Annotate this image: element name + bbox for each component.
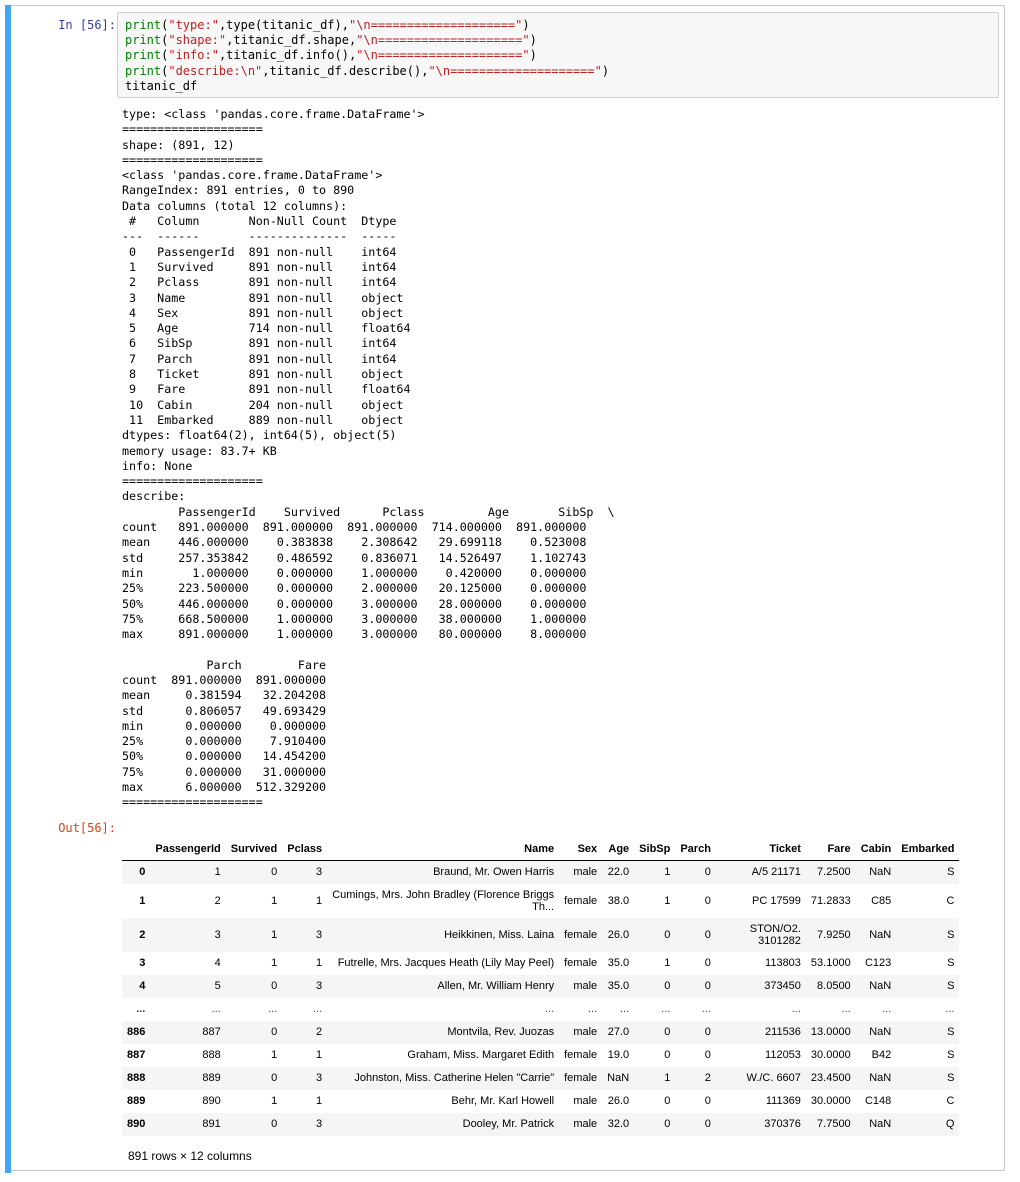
code-string: "\n====================" bbox=[356, 48, 530, 63]
stdout-line: describe: bbox=[122, 489, 186, 504]
code-token: ,titanic_df.describe(), bbox=[262, 63, 429, 78]
table-cell: 1 bbox=[271, 894, 278, 907]
table-cell: 211536 bbox=[765, 1026, 801, 1038]
table-cell: C85 bbox=[871, 894, 892, 907]
table-cell: 0 bbox=[664, 928, 671, 941]
row-index: 889 bbox=[127, 1095, 146, 1107]
table-cell: ... bbox=[945, 1003, 955, 1015]
table-cell: S bbox=[947, 957, 955, 969]
row-index: 890 bbox=[127, 1118, 146, 1130]
column-header: Survived bbox=[226, 838, 282, 861]
code-line bbox=[125, 79, 197, 93]
table-cell: male bbox=[573, 980, 598, 992]
code-token: ( bbox=[161, 48, 169, 63]
table-cell: 1 bbox=[664, 894, 671, 907]
table-cell: 0 bbox=[664, 1026, 671, 1038]
table-row bbox=[122, 975, 959, 998]
table-cell: 0 bbox=[271, 1026, 278, 1038]
table-cell: A/5 21171 bbox=[751, 866, 801, 879]
table-cell: 370376 bbox=[764, 1118, 801, 1130]
stdout-line: 3 Name 891 non-null object bbox=[122, 290, 411, 305]
table-cell: 7.7500 bbox=[817, 1118, 851, 1130]
stdout-line: 9 Fare 891 non-null float64 bbox=[122, 382, 411, 397]
row-index: 3 bbox=[139, 957, 146, 969]
stdout-line: mean 446.000000 0.383838 2.308642 29.699118 0.523008 bbox=[122, 535, 608, 550]
table-cell: 0 bbox=[704, 1095, 711, 1107]
code-token: ( bbox=[161, 63, 169, 78]
table-cell: B42 bbox=[871, 1049, 892, 1061]
table-cell: 35.0 bbox=[607, 980, 630, 992]
column-header: Age bbox=[602, 838, 634, 861]
code-token: ) bbox=[601, 63, 610, 78]
stdout-line: 7 Parch 891 non-null int64 bbox=[122, 351, 411, 366]
code-token: ( bbox=[161, 18, 169, 32]
stdout-line: Parch Fare bbox=[122, 657, 341, 672]
table-row bbox=[122, 1044, 959, 1067]
stdout-line: shape: (891, 12) bbox=[122, 137, 235, 152]
row-index: 0 bbox=[139, 866, 146, 879]
table-row bbox=[122, 1113, 959, 1136]
table-row bbox=[122, 1090, 959, 1113]
stdout-line: mean 0.381594 32.204208 bbox=[122, 688, 341, 703]
stdout-line: RangeIndex: 891 entries, 0 to 890 bbox=[122, 183, 355, 198]
table-cell: 22.0 bbox=[607, 866, 630, 879]
row-index: 4 bbox=[139, 980, 146, 992]
table-cell: 0 bbox=[704, 894, 711, 907]
table-cell: ... bbox=[882, 1003, 892, 1015]
stdout-line: 1 Survived 891 non-null int64 bbox=[122, 259, 411, 274]
table-cell: 3 bbox=[214, 928, 221, 941]
table-cell: 30.0000 bbox=[810, 1049, 851, 1061]
stdout-line: dtypes: float64(2), int64(5), object(5) bbox=[122, 428, 397, 443]
table-cell: NaN bbox=[607, 1072, 630, 1084]
table-cell: 1 bbox=[271, 1095, 278, 1107]
stdout-line: 11 Embarked 889 non-null object bbox=[122, 412, 411, 427]
table-cell: 1 bbox=[271, 957, 278, 969]
stdout-line: 50% 446.000000 0.000000 3.000000 28.000000 0.000000 bbox=[122, 596, 608, 611]
table-cell: 3 bbox=[316, 1072, 323, 1084]
input-prompt: In [56]: bbox=[58, 18, 116, 32]
table-cell: NaN bbox=[869, 1072, 892, 1084]
stdout-line: <class 'pandas.core.frame.DataFrame'> bbox=[122, 168, 383, 183]
stdout-line: std 0.806057 49.693429 bbox=[122, 703, 341, 718]
code-token: titanic_df bbox=[125, 78, 198, 93]
table-cell: 7.2500 bbox=[817, 866, 851, 879]
table-cell: 35.0 bbox=[607, 957, 630, 969]
row-index: 887 bbox=[127, 1049, 146, 1061]
stdout-line: min 1.000000 0.000000 1.000000 0.420000 0.000000 bbox=[122, 565, 608, 580]
table-cell: 0 bbox=[271, 980, 278, 992]
table-row bbox=[122, 884, 959, 918]
table-cell: male bbox=[573, 866, 598, 879]
stdout-line: ==================== bbox=[122, 795, 263, 810]
code-token: ,titanic_df.info(), bbox=[218, 48, 357, 63]
table-row bbox=[122, 861, 959, 884]
table-cell: 1 bbox=[316, 894, 323, 907]
table-cell: C bbox=[946, 1095, 955, 1107]
code-token: ) bbox=[522, 18, 530, 32]
table-cell: S bbox=[947, 928, 955, 941]
table-cell: 0 bbox=[704, 1049, 711, 1061]
table-cell: ... bbox=[312, 1003, 323, 1015]
stdout-line: 6 SibSp 891 non-null int64 bbox=[122, 336, 411, 351]
table-cell: 8.0500 bbox=[817, 980, 851, 992]
table-cell: ... bbox=[544, 1003, 555, 1015]
row-index: ... bbox=[136, 1003, 146, 1015]
table-cell: ... bbox=[587, 1003, 598, 1015]
table-cell: 0 bbox=[271, 866, 278, 879]
row-index: 1 bbox=[139, 894, 146, 907]
table-cell: 0 bbox=[664, 1049, 671, 1061]
table-cell: 888 bbox=[202, 1049, 221, 1061]
stdout-line: count 891.000000 891.000000 891.000000 714.000000 891.000000 bbox=[122, 520, 608, 535]
table-cell: 0 bbox=[704, 866, 711, 879]
table-cell: ... bbox=[661, 1003, 671, 1015]
table-cell: 373450 bbox=[764, 980, 801, 992]
stdout-line: ==================== bbox=[122, 474, 263, 489]
table-cell: Graham, Miss. Margaret Edith bbox=[407, 1049, 555, 1061]
stdout-line: 4 Sex 891 non-null object bbox=[122, 305, 411, 320]
table-cell: C bbox=[946, 894, 955, 907]
code-token: ,titanic_df.shape, bbox=[226, 33, 357, 48]
table-cell: 0 bbox=[664, 1118, 671, 1130]
stdout-line: # Column Non-Null Count Dtype bbox=[122, 214, 411, 229]
code-string: "info:" bbox=[168, 48, 219, 63]
code-token: ) bbox=[529, 48, 537, 63]
table-cell: C148 bbox=[864, 1095, 892, 1107]
table-cell: ... bbox=[841, 1003, 851, 1015]
code-string: "\n====================" bbox=[348, 18, 523, 32]
stdout-line: std 257.353842 0.486592 0.836071 14.526497 1.102743 bbox=[122, 550, 608, 565]
table-cell: 890 bbox=[202, 1095, 221, 1107]
table-cell: 7.9250 bbox=[817, 928, 851, 941]
table-cell: 26.0 bbox=[607, 1095, 630, 1107]
table-cell: Cumings, Mrs. John Bradley (Florence Briggs Th... bbox=[332, 888, 555, 913]
code-line bbox=[125, 48, 537, 62]
table-cell: 71.2833 bbox=[810, 894, 851, 907]
column-header: Pclass bbox=[282, 838, 327, 861]
table-cell: S bbox=[947, 1049, 955, 1061]
table-cell: NaN bbox=[869, 1026, 892, 1038]
table-cell: Montvila, Rev. Juozas bbox=[447, 1026, 555, 1038]
stdout-line: count 891.000000 891.000000 bbox=[122, 672, 341, 687]
code-token: ,type(titanic_df), bbox=[218, 18, 349, 32]
table-cell: 1 bbox=[664, 866, 671, 879]
table-cell: 30.0000 bbox=[810, 1095, 851, 1107]
column-header: Parch bbox=[675, 838, 716, 861]
column-header bbox=[122, 838, 150, 861]
stdout-line: 75% 668.500000 1.000000 3.000000 38.000000 1.000000 bbox=[122, 611, 608, 626]
table-cell: S bbox=[947, 1026, 955, 1038]
table-cell: 1 bbox=[214, 866, 221, 879]
column-header: Cabin bbox=[856, 838, 897, 861]
stdout-line: PassengerId Survived Pclass Age SibSp \ bbox=[122, 504, 615, 519]
code-line bbox=[125, 18, 530, 32]
table-cell: 1 bbox=[664, 1072, 671, 1084]
dataframe-dimensions: 891 rows × 12 columns bbox=[128, 1149, 252, 1163]
row-index: 2 bbox=[139, 928, 146, 941]
table-cell: Heikkinen, Miss. Laina bbox=[444, 928, 555, 941]
table-cell: Johnston, Miss. Catherine Helen "Carrie" bbox=[354, 1072, 555, 1084]
code-string: "shape:" bbox=[168, 33, 227, 48]
code-string: "\n====================" bbox=[428, 63, 602, 78]
table-cell: 38.0 bbox=[607, 894, 630, 907]
table-cell: 3 bbox=[316, 928, 323, 941]
stdout-line: 50% 0.000000 14.454200 bbox=[122, 749, 341, 764]
stdout-line: ==================== bbox=[122, 122, 263, 137]
code-token: ) bbox=[529, 33, 537, 48]
stdout-line: 10 Cabin 204 non-null object bbox=[122, 397, 411, 412]
stdout-line: memory usage: 83.7+ KB bbox=[122, 443, 277, 458]
table-cell: NaN bbox=[869, 1118, 892, 1130]
table-cell: 3 bbox=[316, 980, 323, 992]
table-cell: Q bbox=[945, 1118, 955, 1130]
table-cell: 0 bbox=[704, 980, 711, 992]
table-cell: NaN bbox=[869, 980, 892, 992]
table-cell: female bbox=[564, 1072, 598, 1084]
table-cell: C123 bbox=[864, 957, 892, 969]
cell-selection-bar bbox=[5, 5, 11, 1173]
code-text[interactable] bbox=[125, 18, 609, 94]
table-cell: male bbox=[573, 1095, 598, 1107]
table-cell: 887 bbox=[202, 1026, 221, 1038]
table-row bbox=[122, 952, 959, 975]
table-cell: 26.0 bbox=[607, 928, 630, 941]
code-string: "\n====================" bbox=[356, 33, 530, 48]
code-editor[interactable] bbox=[117, 12, 999, 98]
table-cell: 1 bbox=[271, 1049, 278, 1061]
table-cell: 0 bbox=[271, 1118, 278, 1130]
column-header: PassengerId bbox=[150, 838, 225, 861]
table-cell: 111369 bbox=[765, 1095, 801, 1107]
table-cell: ... bbox=[791, 1003, 801, 1015]
table-cell: NaN bbox=[869, 928, 892, 941]
table-cell: 2 bbox=[704, 1072, 711, 1084]
stdout-line: 2 Pclass 891 non-null int64 bbox=[122, 275, 411, 290]
table-cell: W./C. 6607 bbox=[746, 1072, 801, 1084]
table-cell: NaN bbox=[869, 866, 892, 879]
table-row bbox=[122, 918, 959, 952]
table-cell: 53.1000 bbox=[810, 957, 851, 969]
table-cell: 0 bbox=[704, 957, 711, 969]
stdout-output bbox=[122, 107, 615, 811]
column-header: SibSp bbox=[634, 838, 675, 861]
table-cell: female bbox=[564, 1049, 598, 1061]
column-header: Fare bbox=[806, 838, 856, 861]
table-cell: Allen, Mr. William Henry bbox=[437, 980, 555, 992]
code-string: "describe:\n" bbox=[168, 63, 263, 78]
code-builtin: print bbox=[125, 33, 162, 48]
table-cell: 0 bbox=[664, 1095, 671, 1107]
table-cell: 1 bbox=[271, 928, 278, 941]
table-cell: 19.0 bbox=[607, 1049, 630, 1061]
dataframe-table bbox=[122, 838, 959, 1136]
stdout-line: 25% 223.500000 0.000000 2.000000 20.125000 0.000000 bbox=[122, 581, 608, 596]
code-line bbox=[125, 33, 537, 47]
table-cell: Braund, Mr. Owen Harris bbox=[433, 866, 555, 879]
table-cell: 3 bbox=[316, 1118, 323, 1130]
stdout-line: Data columns (total 12 columns): bbox=[122, 198, 348, 213]
stdout-line: 25% 0.000000 7.910400 bbox=[122, 734, 341, 749]
column-header: Ticket bbox=[716, 838, 806, 861]
table-cell: STON/O2. 3101282 bbox=[749, 922, 801, 947]
stdout-line: 0 PassengerId 891 non-null int64 bbox=[122, 244, 411, 259]
table-cell: 889 bbox=[202, 1072, 221, 1084]
stdout-line: ==================== bbox=[122, 152, 263, 167]
table-cell: female bbox=[564, 957, 598, 969]
table-cell: 0 bbox=[704, 1026, 711, 1038]
column-header: Embarked bbox=[896, 838, 959, 861]
table-cell: 2 bbox=[316, 1026, 323, 1038]
table-cell: PC 17599 bbox=[751, 894, 801, 907]
table-cell: 0 bbox=[704, 1118, 711, 1130]
table-cell: S bbox=[947, 1072, 955, 1084]
stdout-line: min 0.000000 0.000000 bbox=[122, 718, 341, 733]
table-cell: 27.0 bbox=[607, 1026, 630, 1038]
table-cell: ... bbox=[701, 1003, 711, 1015]
code-token: ( bbox=[161, 33, 169, 48]
table-cell: male bbox=[573, 1118, 598, 1130]
dataframe-output bbox=[122, 838, 959, 1136]
table-cell: 1 bbox=[316, 957, 323, 969]
stdout-line: --- ------ -------------- ----- bbox=[122, 229, 411, 244]
table-cell: female bbox=[564, 928, 598, 941]
notebook-cell[interactable] bbox=[5, 5, 1005, 1171]
row-index: 888 bbox=[127, 1072, 146, 1084]
table-cell: 0 bbox=[271, 1072, 278, 1084]
table-cell: ... bbox=[268, 1003, 278, 1015]
table-cell: 3 bbox=[316, 866, 323, 879]
table-cell: Futrelle, Mrs. Jacques Heath (Lily May Peel) bbox=[337, 957, 555, 969]
stdout-line: 5 Age 714 non-null float64 bbox=[122, 321, 411, 336]
table-cell: 113803 bbox=[765, 957, 801, 969]
code-line bbox=[125, 64, 609, 78]
table-cell: S bbox=[947, 866, 955, 879]
table-row bbox=[122, 998, 959, 1021]
code-string: "type:" bbox=[168, 18, 219, 32]
stdout-line: 75% 0.000000 31.000000 bbox=[122, 764, 341, 779]
table-cell: 32.0 bbox=[607, 1118, 630, 1130]
table-cell: male bbox=[573, 1026, 598, 1038]
table-cell: S bbox=[947, 980, 955, 992]
table-cell: 23.4500 bbox=[810, 1072, 851, 1084]
table-cell: 1 bbox=[316, 1095, 323, 1107]
stdout-line: 8 Ticket 891 non-null object bbox=[122, 367, 411, 382]
stdout-line: info: None bbox=[122, 458, 193, 473]
table-cell: 2 bbox=[214, 894, 221, 907]
table-row bbox=[122, 1021, 959, 1044]
table-cell: 5 bbox=[214, 980, 221, 992]
column-header: Sex bbox=[559, 838, 602, 861]
table-cell: female bbox=[564, 894, 598, 907]
table-cell: 0 bbox=[664, 980, 671, 992]
table-row bbox=[122, 1067, 959, 1090]
output-prompt: Out[56]: bbox=[58, 821, 116, 835]
table-cell: Dooley, Mr. Patrick bbox=[462, 1118, 555, 1130]
table-cell: 13.0000 bbox=[810, 1026, 851, 1038]
row-index: 886 bbox=[127, 1026, 146, 1038]
code-builtin: print bbox=[125, 63, 162, 78]
table-cell: 4 bbox=[214, 957, 221, 969]
table-cell: 112053 bbox=[765, 1049, 801, 1061]
table-cell: 1 bbox=[316, 1049, 323, 1061]
code-builtin: print bbox=[125, 48, 162, 63]
table-cell: ... bbox=[211, 1003, 221, 1015]
stdout-line: max 6.000000 512.329200 bbox=[122, 780, 341, 795]
stdout-line: type: <class 'pandas.core.frame.DataFrame'> bbox=[122, 107, 425, 121]
column-header: Name bbox=[327, 838, 559, 861]
table-cell: 1 bbox=[664, 957, 671, 969]
code-builtin: print bbox=[125, 18, 162, 32]
table-cell: 0 bbox=[704, 928, 711, 941]
stdout-line: max 891.000000 1.000000 3.000000 80.000000 8.000000 bbox=[122, 627, 608, 642]
table-header-row bbox=[122, 838, 959, 861]
table-cell: ... bbox=[620, 1003, 630, 1015]
table-cell: 891 bbox=[202, 1118, 221, 1130]
table-cell: Behr, Mr. Karl Howell bbox=[451, 1095, 555, 1107]
